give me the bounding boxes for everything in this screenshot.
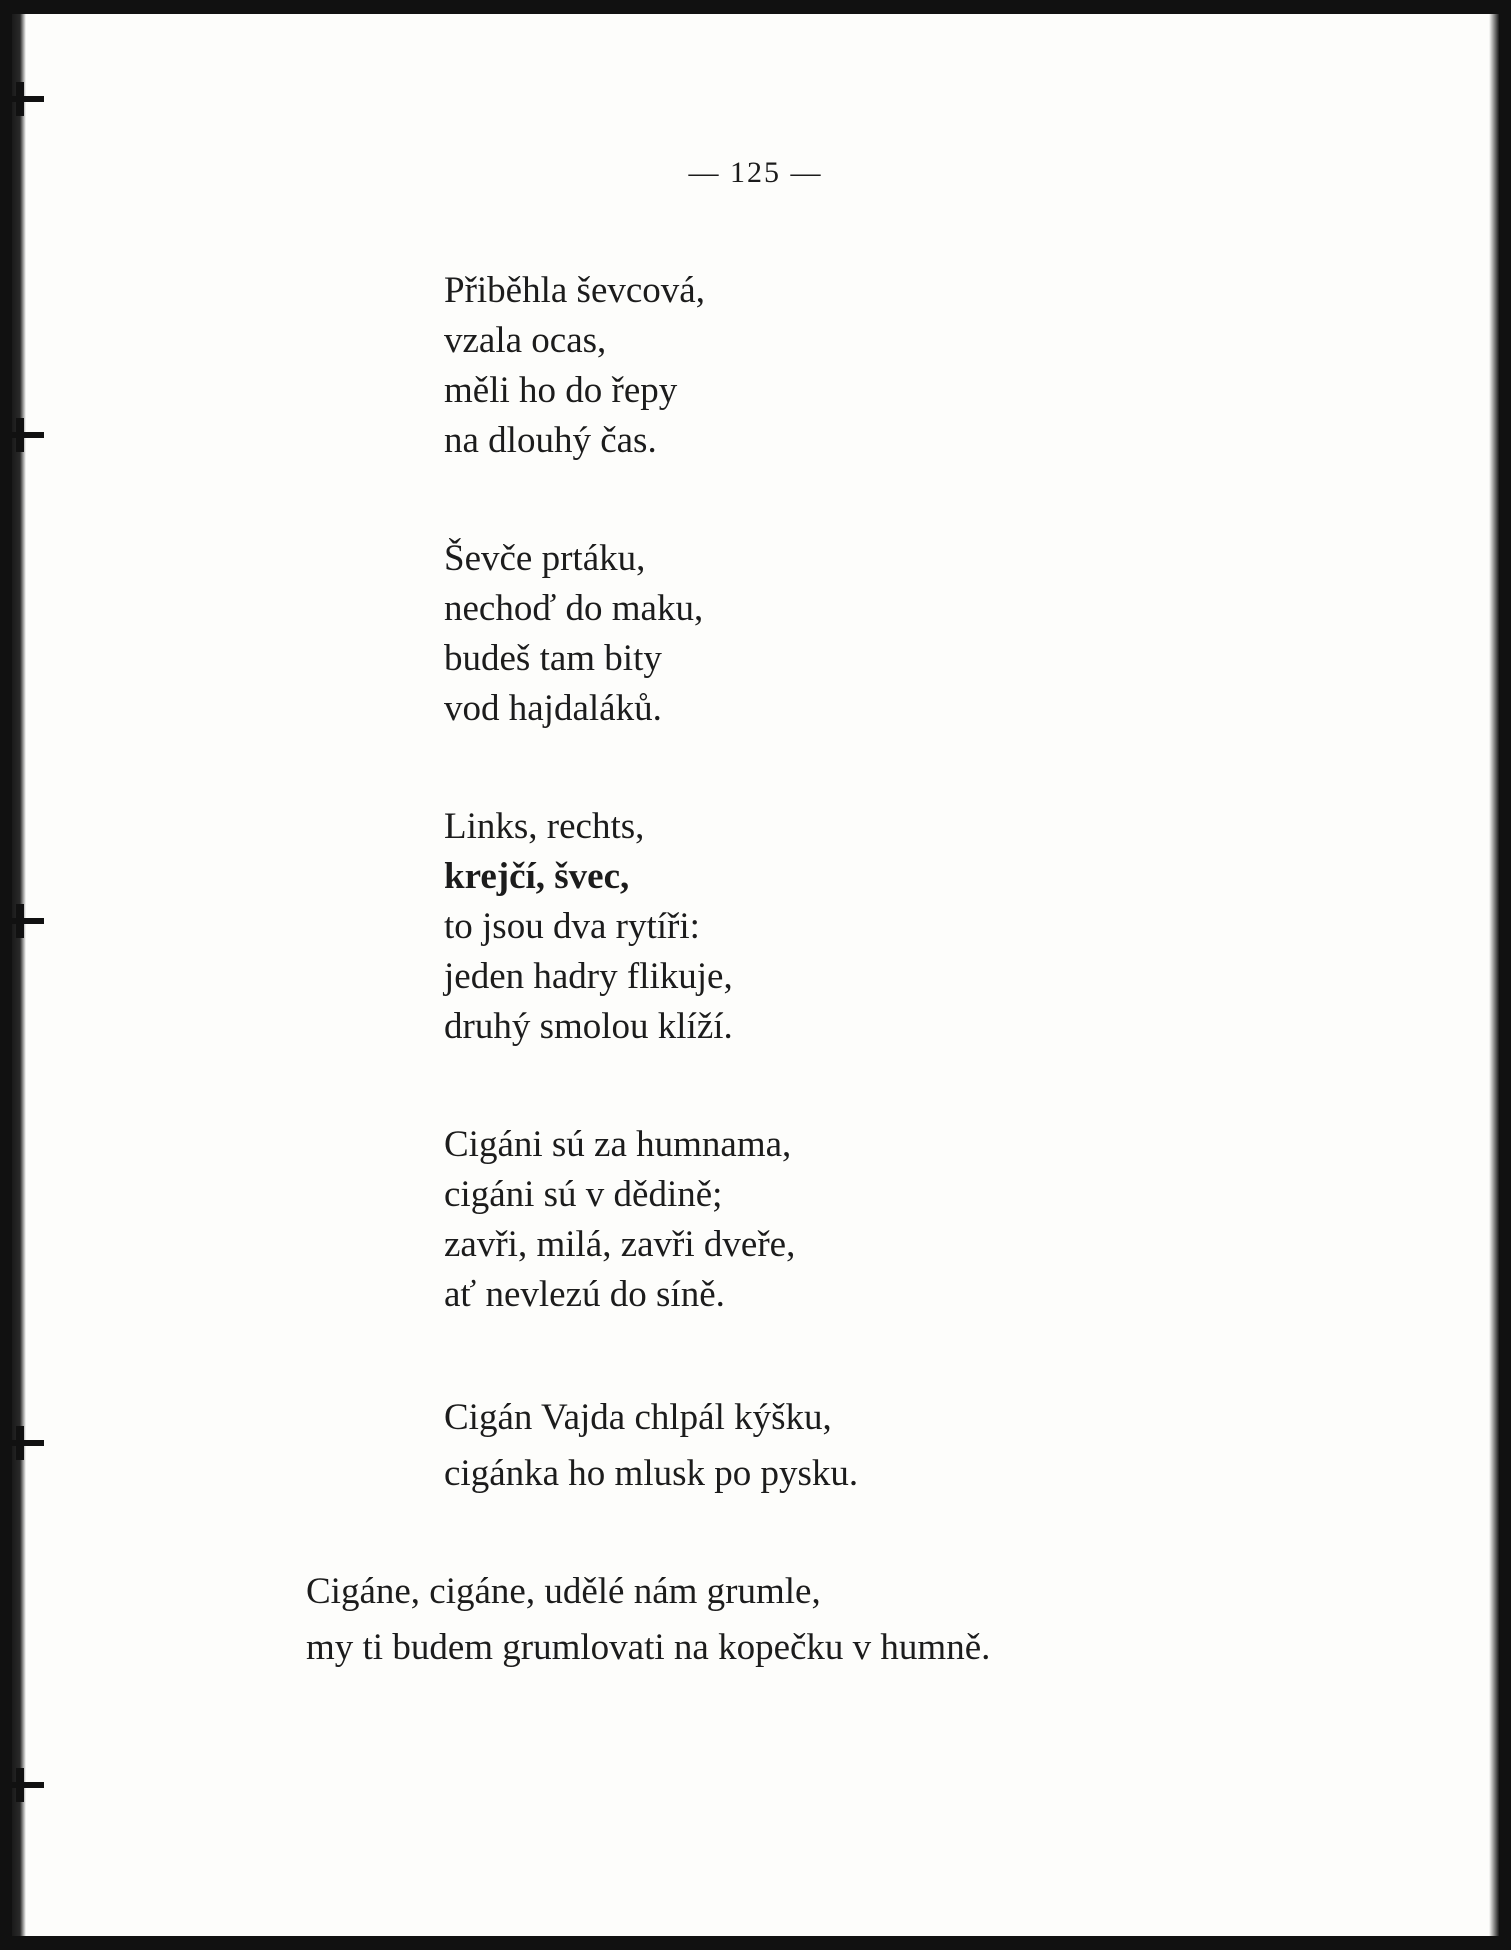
binding-stitch (0, 96, 44, 102)
stanza-1 (444, 266, 705, 466)
binding-stitch (0, 1440, 44, 1446)
stanza-5 (444, 1390, 858, 1502)
verse-line: jeden hadry flikuje, (444, 956, 733, 997)
verse-line: měli ho do řepy (444, 370, 678, 411)
verse-line: cigánka ho mlusk po pysku. (444, 1453, 859, 1494)
stanza-3 (444, 802, 733, 1052)
verse-line: Cigán Vajda chlpál kýšku, (444, 1397, 832, 1438)
verse-line: ať nevlezú do síně. (444, 1274, 725, 1315)
verse-line: druhý smolou klíží. (444, 1006, 733, 1047)
stanza-6 (306, 1564, 990, 1676)
verse-line: zavři, milá, zavři dveře, (444, 1224, 796, 1265)
binding-spine (12, 14, 26, 1936)
binding-stitch (0, 918, 44, 924)
verse-line: vzala ocas, (444, 320, 607, 361)
verse-line: cigáni sú v dědině; (444, 1174, 723, 1215)
verse-line: budeš tam bity (444, 638, 662, 679)
verse-line: Ševče prtáku, (444, 538, 646, 579)
verse-line: my ti budem grumlovati na kopečku v humně. (306, 1627, 991, 1668)
verse-line: Links, rechts, (444, 806, 645, 847)
verse-line: na dlouhý čas. (444, 420, 657, 461)
verse-line: Cigáni sú za humnama, (444, 1124, 792, 1165)
verse-line: Cigáne, cigáne, udělé nám grumle, (306, 1571, 821, 1612)
verse-line: vod hajdaláků. (444, 688, 662, 729)
binding-stitch (0, 432, 44, 438)
verse-line: krejčí, švec, (444, 856, 630, 897)
stanza-2 (444, 534, 703, 734)
binding-stitch (0, 1782, 44, 1788)
stanza-4 (444, 1120, 795, 1320)
verse-line: to jsou dva rytíři: (444, 906, 700, 947)
book-page (12, 14, 1499, 1936)
page-number: — 125 — (688, 156, 823, 189)
verse-line: Přiběhla ševcová, (444, 270, 705, 311)
page-edge-shadow (1489, 14, 1499, 1936)
verse-line: nechoď do maku, (444, 588, 704, 629)
